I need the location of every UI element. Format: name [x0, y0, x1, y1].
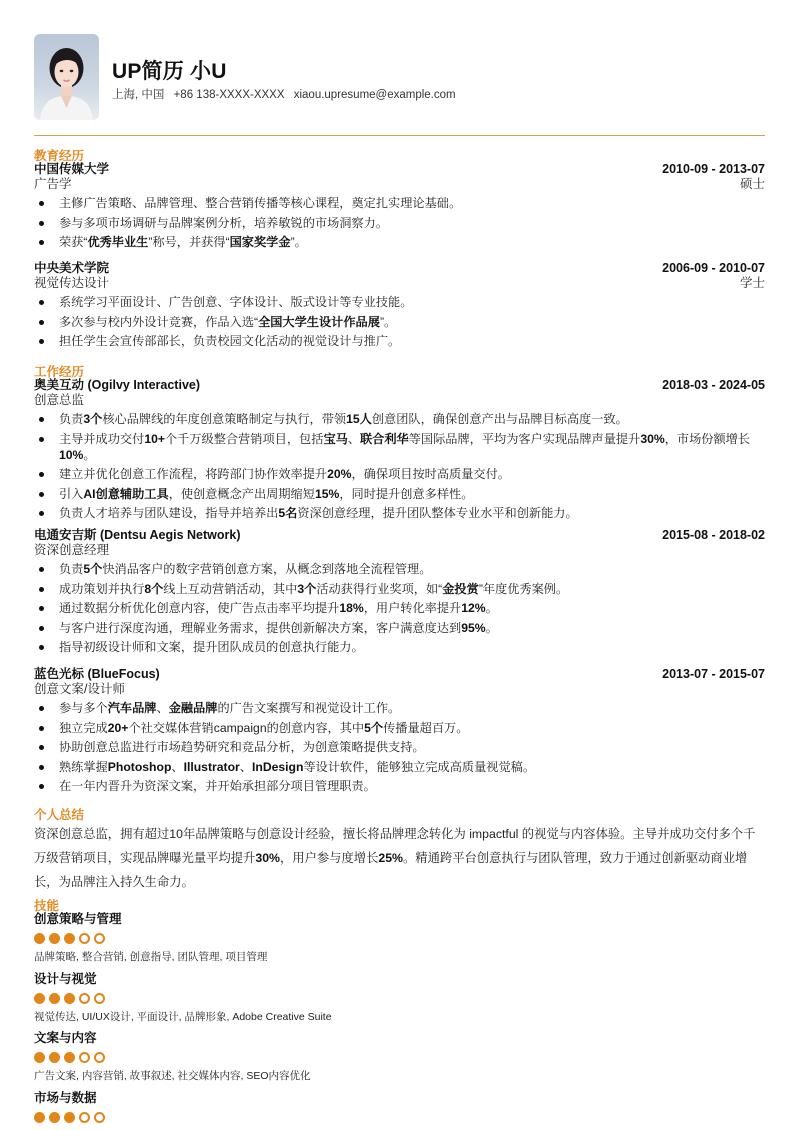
school-name: 中国传媒大学 [34, 162, 110, 176]
work-entry [34, 667, 765, 798]
skill-name: 设计与视觉 [34, 972, 97, 986]
email-link[interactable]: xiaou.upresume@example.com [293, 89, 456, 101]
bullet-list [34, 561, 765, 655]
rating-dot-empty-icon [94, 933, 105, 944]
rating-dot-empty-icon [94, 993, 105, 1004]
skill-name: 文案与内容 [34, 1031, 97, 1045]
bullet-item: 负责人才培养与团队建设，指导并培养出5名资深创意经理，提升团队整体专业水平和创新能力。 [34, 505, 765, 521]
rating-dot-filled-icon [49, 933, 60, 944]
rating-dot-filled-icon [34, 933, 45, 944]
bullet-item: 与客户进行深度沟通，理解业务需求，提供创新解决方案，客户满意度达到95%。 [34, 620, 765, 636]
bullet-item: 系统学习平面设计、广告创意、字体设计、版式设计等专业技能。 [34, 294, 765, 310]
bullet-item: 协助创意总监进行市场趋势研究和竞品分析，为创意策略提供支持。 [34, 739, 765, 755]
bullet-item: 主修广告策略、品牌管理、整合营销传播等核心课程，奠定扎实理论基础。 [34, 195, 765, 211]
section-title-summary: 个人总结 [34, 808, 85, 822]
rating-dot-filled-icon [64, 993, 75, 1004]
skill-rating [34, 1112, 105, 1122]
date-range: 2010-09 - 2013-07 [662, 162, 765, 176]
bullet-item: 负责5个快消品客户的数字营销创意方案，从概念到落地全流程管理。 [34, 561, 765, 577]
bullet-item: 多次参与校内外设计竞赛，作品入选“全国大学生设计作品展”。 [34, 314, 765, 330]
bullet-item: 建立并优化创意工作流程，将跨部门协作效率提升20%，确保项目按时高质量交付。 [34, 466, 765, 482]
school-name: 中央美术学院 [34, 261, 110, 275]
section-title-education: 教育经历 [34, 149, 85, 163]
skill-rating [34, 1052, 311, 1062]
candidate-name: UP简历 小U [112, 60, 227, 83]
date-range: 2006-09 - 2010-07 [662, 261, 765, 275]
bullet-list [34, 411, 765, 521]
location: 上海, 中国 [112, 89, 165, 101]
degree: 硕士 [739, 177, 765, 191]
major: 视觉传达设计 [34, 276, 110, 290]
bullet-item: 负责3个核心品牌线的年度创意策略制定与执行，带领15人创意团队，确保创意产出与品牌目标高度一致。 [34, 411, 765, 427]
job-title: 资深创意经理 [34, 543, 110, 557]
work-entry [34, 378, 765, 525]
bullet-list [34, 294, 765, 349]
contact-line [112, 86, 462, 102]
rating-dot-empty-icon [79, 1112, 90, 1123]
bullet-list [34, 195, 765, 250]
rating-dot-filled-icon [49, 1112, 60, 1123]
bullet-item: 通过数据分析优化创意内容，使广告点击率平均提升18%，用户转化率提升12%。 [34, 600, 765, 616]
bullet-item: 指导初级设计师和文案，提升团队成员的创意执行能力。 [34, 639, 765, 655]
education-entry [34, 261, 765, 353]
rating-dot-empty-icon [94, 1112, 105, 1123]
rating-dot-filled-icon [49, 1052, 60, 1063]
skill-name: 市场与数据 [34, 1091, 97, 1105]
job-title: 创意总监 [34, 393, 85, 407]
skill-keywords: 品牌策略, 整合营销, 创意指导, 团队管理, 项目管理 [34, 951, 268, 963]
bullet-item: 参与多个汽车品牌、金融品牌的广告文案撰写和视觉设计工作。 [34, 700, 765, 716]
rating-dot-empty-icon [94, 1052, 105, 1063]
summary-text: 资深创意总监，拥有超过10年品牌策略与创意设计经验，擅长将品牌理念转化为 impactful 的视觉与内容体验。主导并成功交付多个千万级营销项目，实现品牌曝光量平均提升30%，用户参与度增长25%。精通跨平台创意执行与团队管理，致力于通过创新驱动商业增长，为品牌注入持久生命力。 [34, 827, 756, 889]
resume-header [34, 34, 765, 120]
portrait-icon [34, 34, 99, 120]
company-name: 蓝色光标 (BlueFocus) [34, 667, 160, 681]
bullet-item: 熟练掌握Photoshop、Illustrator、InDesign等设计软件，能够独立完成高质量视觉稿。 [34, 759, 765, 775]
date-range: 2018-03 - 2024-05 [662, 378, 765, 392]
skill-group [34, 1091, 105, 1122]
profile-photo [34, 34, 99, 120]
major: 广告学 [34, 177, 72, 191]
rating-dot-empty-icon [79, 993, 90, 1004]
rating-dot-filled-icon [34, 993, 45, 1004]
rating-dot-filled-icon [64, 1052, 75, 1063]
rating-dot-filled-icon [34, 1052, 45, 1063]
skill-rating [34, 993, 332, 1003]
company-name: 奥美互动 (Ogilvy Interactive) [34, 378, 201, 392]
section-title-skills: 技能 [34, 899, 60, 913]
rating-dot-filled-icon [34, 1112, 45, 1123]
degree: 学士 [739, 276, 765, 290]
bullet-list [34, 700, 765, 794]
date-range: 2013-07 - 2015-07 [662, 667, 765, 681]
skill-keywords: 广告文案, 内容营销, 故事叙述, 社交媒体内容, SEO内容优化 [34, 1070, 311, 1082]
skill-rating [34, 933, 267, 943]
skill-keywords: 视觉传达, UI/UX设计, 平面设计, 品牌形象, Adobe Creative Suite [34, 1011, 332, 1023]
rating-dot-empty-icon [79, 1052, 90, 1063]
skill-group [34, 1031, 311, 1083]
skill-name: 创意策略与管理 [34, 912, 122, 926]
skill-group [34, 912, 267, 964]
bullet-item: 独立完成20+个社交媒体营销campaign的创意内容，其中5个传播量超百万。 [34, 720, 765, 736]
section-title-work: 工作经历 [34, 365, 85, 379]
header-divider [34, 135, 765, 136]
date-range: 2015-08 - 2018-02 [662, 528, 765, 542]
rating-dot-empty-icon [79, 933, 90, 944]
education-entry [34, 162, 765, 254]
skill-group [34, 972, 332, 1024]
bullet-item: 在一年内晋升为资深文案，并开始承担部分项目管理职责。 [34, 778, 765, 794]
bullet-item: 参与多项市场调研与品牌案例分析，培养敏锐的市场洞察力。 [34, 215, 765, 231]
job-title: 创意文案/设计师 [34, 682, 125, 696]
bullet-item: 担任学生会宣传部部长，负责校园文化活动的视觉设计与推广。 [34, 333, 765, 349]
company-name: 电通安吉斯 (Dentsu Aegis Network) [34, 528, 241, 542]
work-entry [34, 528, 765, 659]
bullet-item: 引入AI创意辅助工具，使创意概念产出周期缩短15%，同时提升创意多样性。 [34, 486, 765, 502]
phone: +86 138-XXXX-XXXX [173, 89, 285, 101]
bullet-item: 成功策划并执行8个线上互动营销活动，其中3个活动获得行业奖项，如“金投赏”年度优秀案例。 [34, 581, 765, 597]
bullet-item: 荣获“优秀毕业生”称号，并获得“国家奖学金”。 [34, 234, 765, 250]
rating-dot-filled-icon [49, 993, 60, 1004]
rating-dot-filled-icon [64, 933, 75, 944]
bullet-item: 主导并成功交付10+个千万级整合营销项目，包括宝马、联合利华等国际品牌，平均为客户实现品牌声量提升30%，市场份额增长10%。 [34, 431, 765, 463]
rating-dot-filled-icon [64, 1112, 75, 1123]
